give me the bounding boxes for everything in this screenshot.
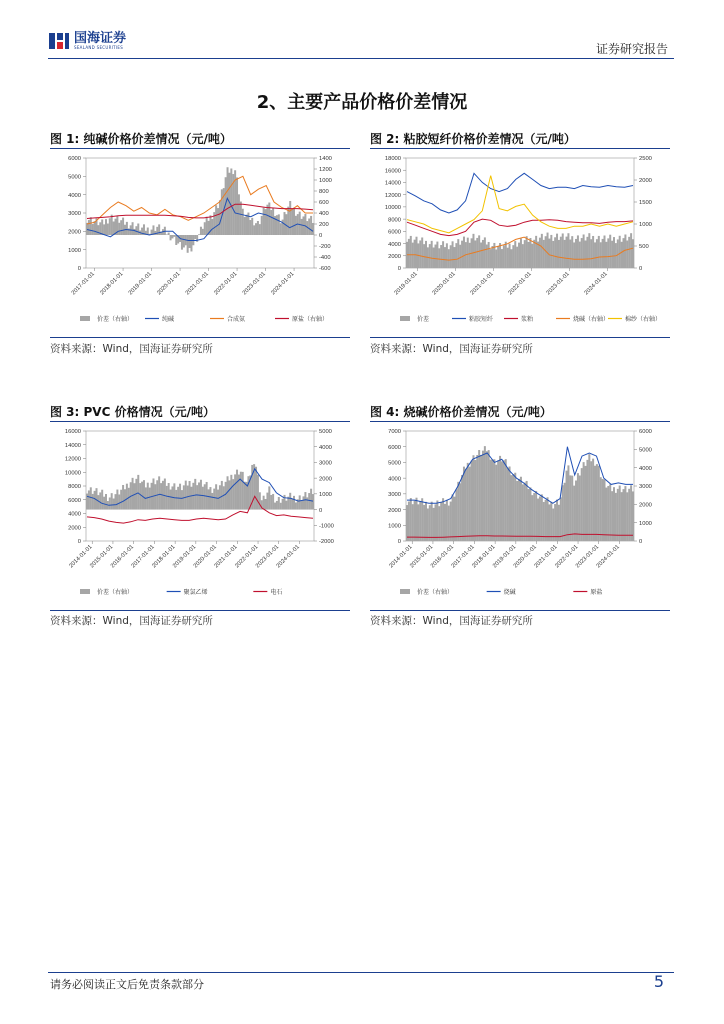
figure-3-top-rule [50,421,350,422]
left-tick-label: 3000 [68,211,81,218]
left-tick-label: 6000 [68,156,81,163]
left-tick-label: 1000 [388,523,401,530]
figure-2-title: 图 2: 粘胶短纤价格价差情况（元/吨） [370,132,576,146]
left-tick-label: 10000 [64,470,81,477]
left-tick-label: 0 [397,539,401,546]
x-tick-label: 2019-01-01 [172,544,198,570]
right-tick-label: 0 [319,233,323,240]
x-tick-label: 2021-01-01 [213,544,239,570]
right-tick-label: 1400 [319,156,332,163]
left-tick-label: 0 [397,266,401,273]
plot-frame [86,158,314,268]
figure-2-chart [370,150,670,335]
right-tick-label: 5000 [639,447,652,454]
figure-1-source: 资料来源：Wind，国海证券研究所 [50,343,213,355]
legend-label: 价差（右轴） [97,316,134,323]
left-tick-label: 6000 [388,444,401,451]
legend-swatch [80,316,90,321]
x-tick-label: 2020-01-01 [512,544,538,570]
right-tick-label: 4000 [319,444,332,451]
right-tick-label: 2500 [639,156,652,163]
left-tick-label: 4000 [68,511,81,518]
x-tick-label: 2024-01-01 [275,544,301,570]
x-tick-label: 2022-01-01 [234,544,260,570]
report-type-label: 证券研究报告 [595,42,668,56]
left-tick-label: 5000 [68,174,81,181]
figure-4-source: 资料来源：Wind，国海证券研究所 [370,615,533,627]
legend-swatch [400,589,410,594]
series-line [407,173,633,213]
legend-label: 聚氯乙烯 [183,589,208,596]
right-tick-label: 1000 [639,520,652,527]
left-tick-label: 8000 [388,217,401,224]
right-tick-label: 0 [319,507,323,514]
right-tick-label: 400 [319,211,329,218]
figure-2-source: 资料来源：Wind，国海证券研究所 [370,343,533,355]
figure-2-top-rule [370,148,670,149]
left-tick-label: 10000 [384,205,401,212]
right-tick-label: 0 [639,266,643,273]
x-tick-label: 2024-01-01 [583,271,609,297]
x-tick-label: 2022-01-01 [507,271,533,297]
x-tick-label: 2017-01-01 [70,271,96,297]
x-tick-label: 2024-01-01 [595,544,621,570]
right-tick-label: -2000 [319,539,334,546]
legend-label: 烧碱 [503,589,516,596]
x-tick-label: 2014-01-01 [388,544,414,570]
left-tick-label: 1000 [68,247,81,254]
left-tick-label: 12000 [64,456,81,463]
left-tick-label: 2000 [68,525,81,532]
legend-label: 价差 [417,316,430,323]
chart-2-svg [370,150,670,335]
figure-1-bottom-rule [50,337,350,338]
x-tick-label: 2023-01-01 [545,271,571,297]
left-tick-label: 14000 [384,180,401,187]
right-tick-label: 5000 [319,429,332,436]
legend-label: 原盐（右轴） [292,316,329,323]
right-tick-label: 3000 [639,484,652,491]
x-tick-label: 2016-01-01 [109,544,136,570]
legend-label: 价差（右轴） [97,589,134,596]
x-tick-label: 2022-01-01 [554,544,580,570]
right-tick-label: 1200 [319,167,332,174]
right-tick-label: 1000 [639,222,652,229]
legend-swatch [400,316,410,321]
figure-3-chart [50,423,350,608]
left-tick-label: 6000 [68,497,81,504]
section-title: 2、主要产品价格价差情况 [256,92,468,113]
right-tick-label: 2000 [639,502,652,509]
legend-label: 烧碱（右轴） [573,316,610,323]
x-tick-label: 2018-01-01 [471,544,497,570]
figure-3-title: 图 3: PVC 价格情况（元/吨） [50,405,215,419]
right-tick-label: -400 [319,255,331,262]
right-tick-label: 0 [639,539,643,546]
legend-label: 纯碱 [162,316,175,323]
left-tick-label: 14000 [64,442,81,449]
logo-icon [48,31,70,51]
x-tick-label: 2022-01-01 [213,271,239,297]
legend-label: 粘胶短纤 [469,316,494,323]
header-divider [48,58,674,59]
left-tick-label: 16000 [64,429,81,436]
left-tick-label: 2000 [388,507,401,514]
logo-name-en: SEALAND SECURITIES [74,44,124,50]
right-tick-label: 3000 [319,460,332,467]
right-tick-label: 2000 [639,178,652,185]
figure-4-bottom-rule [370,610,670,611]
x-tick-label: 2015-01-01 [89,544,115,570]
x-tick-label: 2018-01-01 [99,271,125,297]
series-line [407,219,633,236]
left-tick-label: 4000 [388,241,401,248]
legend-swatch [80,589,90,594]
x-tick-label: 2020-01-01 [192,544,218,570]
x-tick-label: 2020-01-01 [431,271,457,297]
right-tick-label: -200 [319,244,331,251]
x-tick-label: 2019-01-01 [127,271,153,297]
logo-name-cn: 国海证券 [74,30,127,46]
chart-3-svg [50,423,350,608]
left-tick-label: 0 [77,539,81,546]
left-tick-label: 0 [77,266,81,273]
footer-disclaimer: 请务必阅读正文后免责条款部分 [50,978,204,991]
left-tick-label: 18000 [384,156,401,163]
legend-label: 棉纱（右轴） [625,316,662,323]
x-tick-label: 2017-01-01 [450,544,476,570]
legend-label: 原盐 [590,589,603,596]
right-tick-label: 1000 [319,178,332,185]
x-tick-label: 2023-01-01 [574,544,601,570]
figure-3-bottom-rule [50,610,350,611]
x-tick-label: 2021-01-01 [533,544,559,570]
right-tick-label: 800 [319,189,329,196]
right-tick-label: -600 [319,266,331,273]
right-tick-label: 500 [639,244,649,251]
chart-1-svg [50,150,350,335]
legend-label: 浆粕 [521,316,534,323]
figure-1-title: 图 1: 纯碱价格价差情况（元/吨） [50,132,232,146]
x-tick-label: 2015-01-01 [409,544,435,570]
x-tick-label: 2024-01-01 [270,271,296,297]
x-tick-label: 2023-01-01 [254,544,281,570]
page-number: 5 [653,972,664,991]
left-tick-label: 7000 [388,429,401,436]
left-tick-label: 8000 [68,484,81,491]
right-tick-label: 1000 [319,492,332,499]
x-tick-label: 2019-01-01 [492,544,518,570]
brand-logo [48,31,126,51]
left-tick-label: 3000 [388,492,401,499]
chart-4-svg [370,423,670,608]
figure-3-source: 资料来源：Wind，国海证券研究所 [50,615,213,627]
right-tick-label: 1500 [639,200,652,207]
legend-label: 价差（右轴） [417,589,454,596]
figure-4-title: 图 4: 烧碱价格价差情况（元/吨） [370,405,552,419]
legend-label: 电石 [270,589,283,596]
left-tick-label: 16000 [384,168,401,175]
right-tick-label: -1000 [319,523,334,530]
right-tick-label: 600 [319,200,329,207]
figure-4-top-rule [370,421,670,422]
figure-1-top-rule [50,148,350,149]
x-tick-label: 2017-01-01 [130,544,156,570]
x-tick-label: 2020-01-01 [156,271,182,297]
right-tick-label: 6000 [639,429,652,436]
x-tick-label: 2021-01-01 [469,271,495,297]
figure-4-chart [370,423,670,608]
legend-label: 合成氨 [227,316,246,323]
right-tick-label: 4000 [639,465,652,472]
x-tick-label: 2014-01-01 [68,544,94,570]
x-tick-label: 2021-01-01 [184,271,210,297]
footer-divider [48,972,674,973]
figure-1-chart [50,150,350,335]
x-tick-label: 2019-01-01 [393,271,419,297]
left-tick-label: 4000 [388,476,401,483]
right-tick-label: 200 [319,222,329,229]
x-tick-label: 2018-01-01 [151,544,177,570]
left-tick-label: 4000 [68,192,81,199]
figure-2-bottom-rule [370,337,670,338]
right-tick-label: 2000 [319,476,332,483]
x-tick-label: 2016-01-01 [429,544,456,570]
x-tick-label: 2023-01-01 [241,271,267,297]
left-tick-label: 5000 [388,460,401,467]
left-tick-label: 12000 [384,192,401,199]
left-tick-label: 2000 [388,253,401,260]
left-tick-label: 2000 [68,229,81,236]
left-tick-label: 6000 [388,229,401,236]
